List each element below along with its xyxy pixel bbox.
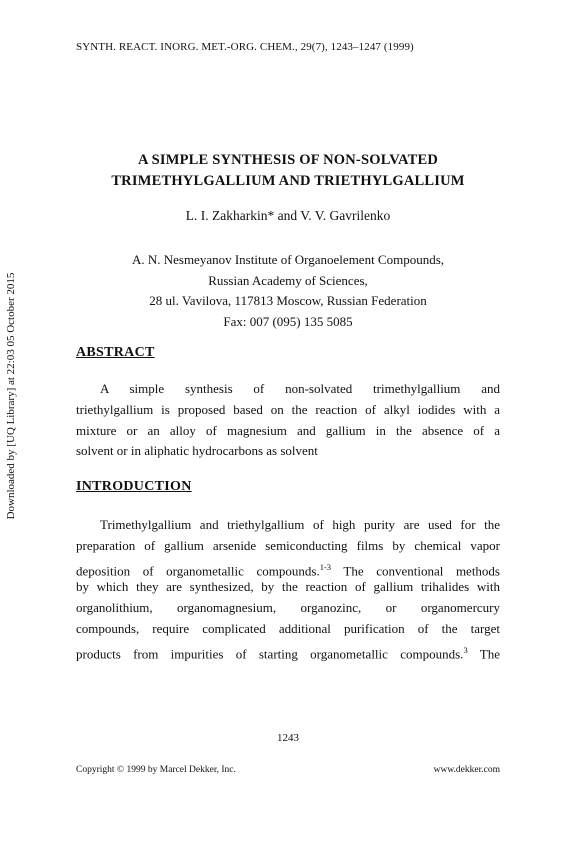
text-line — [76, 640, 500, 661]
running-head: SYNTH. REACT. INORG. MET.-ORG. CHEM., 29(7), 1243–1247 (1999) — [76, 41, 414, 53]
affiliation-line: Fax: 007 (095) 135 5085 — [223, 313, 353, 329]
title-line: TRIMETHYLGALLIUM AND TRIETHYLGALLIUM — [111, 173, 465, 189]
text-line: organolithium, organomagnesium, organozinc, or organomercury — [76, 600, 500, 616]
text-line: by which they are synthesized, by the reaction of gallium trihalides with — [76, 579, 500, 595]
introduction-heading: INTRODUCTION — [76, 479, 192, 494]
text-segment: deposition of organometallic compounds. — [76, 562, 320, 578]
text-line: compounds, require complicated additional purification of the target — [76, 620, 500, 636]
affiliation-line: Russian Academy of Sciences, — [208, 272, 368, 288]
abstract-text — [76, 379, 500, 462]
reference-superscript: 1-3 — [319, 561, 332, 572]
text-line: triethylgallium is proposed based on the reaction of alkyl iodides with a — [76, 401, 500, 417]
text-segment: products from impurities of starting organometallic compounds. — [76, 646, 464, 662]
text-segment: The conventional methods — [331, 562, 500, 578]
abstract-heading: ABSTRACT — [76, 345, 155, 360]
text-line: preparation of gallium arsenide semiconducting films by chemical vapor — [76, 537, 500, 553]
reference-superscript: 3 — [463, 644, 468, 655]
text-line: A simple synthesis of non-solvated trimethylgallium and — [100, 381, 500, 396]
text-line: Trimethylgallium and triethylgallium of high purity are used for the — [100, 517, 500, 532]
text-segment: The — [467, 646, 500, 662]
text-line: solvent or in aliphatic hydrocarbons as solvent — [76, 443, 318, 459]
page-number: 1243 — [277, 732, 299, 744]
affiliation — [60, 250, 516, 332]
affiliation-line: A. N. Nesmeyanov Institute of Organoelement Compounds, — [131, 252, 445, 267]
introduction-text — [76, 515, 500, 661]
publisher-website: www.dekker.com — [433, 765, 500, 775]
affiliation-line: 28 ul. Vavilova, 117813 Moscow, Russian Federation — [149, 293, 427, 308]
text-line — [76, 557, 500, 578]
title-line: A SIMPLE SYNTHESIS OF NON-SOLVATED — [137, 152, 439, 168]
copyright-notice: Copyright © 1999 by Marcel Dekker, Inc. — [76, 765, 236, 775]
article-title — [60, 150, 516, 192]
download-watermark: Downloaded by [UQ Library] at 22:03 05 October 2015 — [5, 272, 17, 520]
text-line: mixture or an alloy of magnesium and gallium in the absence of a — [76, 422, 500, 438]
authors: L. I. Zakharkin* and V. V. Gavrilenko — [185, 208, 391, 223]
